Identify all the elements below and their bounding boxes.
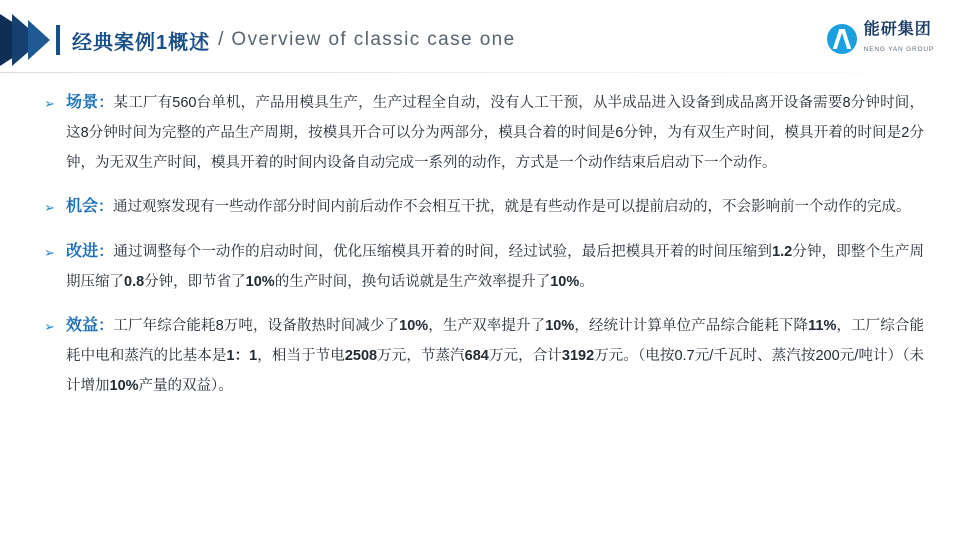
header-divider xyxy=(0,72,960,73)
content-block-opportunity xyxy=(44,192,924,223)
content-block-scene xyxy=(44,88,924,178)
block-label-opportunity: 机会 xyxy=(66,198,99,215)
bullet-icon: ➢ xyxy=(44,200,55,215)
block-colon-opportunity: ： xyxy=(98,198,114,215)
block-colon-scene: ： xyxy=(98,94,114,111)
decorative-chevron xyxy=(0,14,62,66)
logo-mark-icon xyxy=(827,24,857,54)
block-paragraph-scene: 某工厂有560台单机，产品用模具生产，生产过程全自动，没有人工干预，从半成品进入设备到成品离开设备需要8分钟时间，这8分钟时间为完整的产品生产周期，按模具开合可以分为两部分，模具合着的时间是6分钟，为有双生产时间，模具开着的时间是2分钟，为无双生产时间，模具开着的时间内设备自动完成一系列的动作，方式是一个动作结束后启动下一个动作。 xyxy=(66,95,924,171)
block-paragraph-improvement: 通过调整每个一动作的启动时间，优化压缩模具开着的时间，经过试验，最后把模具开着的时间压缩到1.2分钟，即整个生产周期压缩了0.8分钟，即节省了10%的生产时间，换句话说就是生产效率提升了10%。 xyxy=(66,244,924,290)
page-title xyxy=(56,18,516,62)
block-text-benefit xyxy=(66,311,924,401)
block-text-opportunity xyxy=(66,192,924,223)
title-english: Overview of classic case one xyxy=(231,29,516,50)
content-body xyxy=(44,88,924,415)
title-separator: / xyxy=(218,29,224,50)
block-label-improvement: 改进 xyxy=(66,243,99,260)
bullet-icon: ➢ xyxy=(44,96,55,111)
bullet-icon: ➢ xyxy=(44,319,55,334)
company-logo xyxy=(827,22,934,56)
block-label-scene: 场景 xyxy=(66,94,99,111)
content-block-benefit xyxy=(44,311,924,401)
chevron-light-shape xyxy=(28,20,50,60)
block-text-scene xyxy=(66,88,924,178)
title-chinese: 经典案例1概述 xyxy=(72,31,211,54)
block-label-benefit: 效益 xyxy=(66,317,99,334)
block-colon-improvement: ： xyxy=(98,243,114,260)
logo-name-chinese: 能研集团 xyxy=(863,21,932,38)
bullet-icon: ➢ xyxy=(44,245,55,260)
block-colon-benefit: ： xyxy=(98,317,114,334)
content-block-improvement xyxy=(44,237,924,297)
title-accent-bar xyxy=(56,25,60,55)
block-paragraph-opportunity: 通过观察发现有一些动作部分时间内前后动作不会相互干扰，就是有些动作是可以提前启动的，不会影响前一个动作的完成。 xyxy=(113,199,911,215)
logo-text xyxy=(864,22,934,56)
logo-name-english: NENG YAN GROUP xyxy=(863,45,934,53)
block-paragraph-benefit: 工厂年综合能耗8万吨，设备散热时间减少了10%，生产双率提升了10%，经统计计算单位产品综合能耗下降11%，工厂综合能耗中电和蒸汽的比基本是1：1，相当于节电2508万元，节蒸汽684万元，合计3192万元。（电按0.7元/千瓦时、蒸汽按200元/吨计）（未计增加10%产量的双益）。 xyxy=(66,318,925,394)
block-text-improvement xyxy=(66,237,924,297)
